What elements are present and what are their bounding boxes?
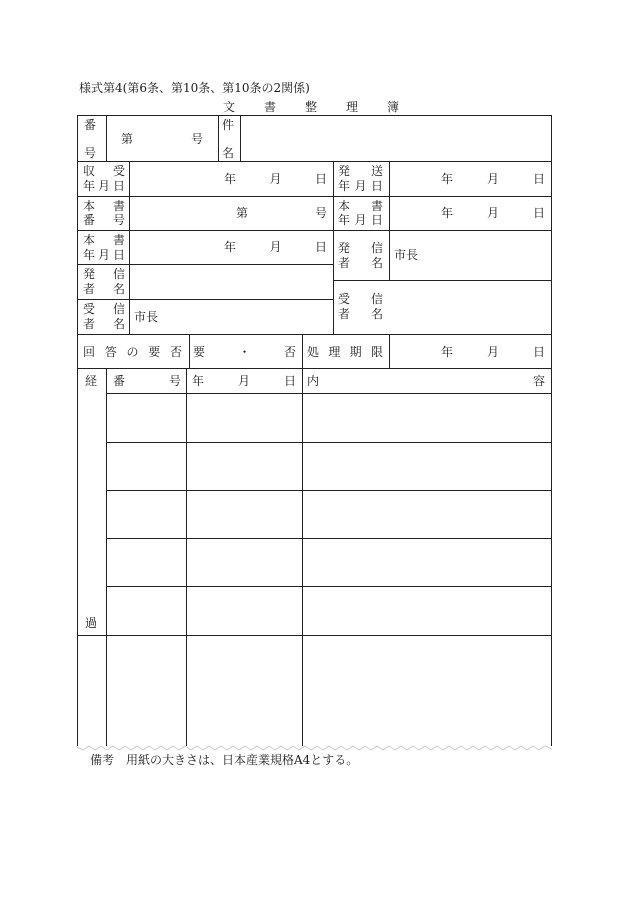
number-value-char: 第: [121, 132, 134, 146]
header-char: 容: [532, 374, 545, 388]
label-char: 期: [349, 345, 362, 359]
header-char: 番: [113, 374, 126, 388]
header-char: 年: [192, 374, 205, 388]
option-char: 要: [193, 345, 206, 359]
label-char: 月: [354, 179, 367, 193]
subject-label-top: 件: [222, 118, 235, 132]
sent-label-line1: [338, 164, 383, 178]
label-char: 受: [83, 302, 96, 316]
table-rule: [302, 334, 303, 368]
label-char: 者: [83, 282, 96, 296]
label-char: 限: [370, 345, 383, 359]
label-char: 発: [338, 241, 351, 255]
label-char: 受: [112, 164, 125, 178]
history-col-date: [192, 374, 296, 388]
option-char: ・: [238, 345, 251, 359]
table-rule: [129, 161, 130, 334]
label-char: 否: [169, 345, 182, 359]
label-char: 答: [104, 345, 117, 359]
table-rule: [302, 368, 303, 746]
label-char: 名: [370, 256, 383, 270]
form-number: 様式第4(第6条、第10条、第10条の2関係): [79, 81, 310, 95]
sender-label-right-line1: [338, 241, 383, 255]
header-char: 月: [237, 374, 250, 388]
label-char: 者: [338, 307, 351, 321]
label-char: 信: [370, 241, 383, 255]
table-rule: [106, 393, 552, 394]
date-char: 年: [224, 172, 237, 186]
label-char: 信: [112, 267, 125, 281]
label-char: 本: [83, 233, 96, 247]
number-label-bottom: 号: [84, 146, 97, 160]
number-value: [121, 132, 203, 146]
label-char: の: [126, 345, 139, 359]
label-char: 信: [370, 292, 383, 306]
table-rule: [218, 115, 219, 161]
footer-note: 備考 用紙の大きさは、日本産業規格A4とする。: [90, 753, 359, 767]
label-char: 本: [338, 199, 351, 213]
date-char: 年: [441, 172, 454, 186]
label-char: 者: [338, 256, 351, 270]
recipient-label-right-line1: [338, 292, 383, 306]
table-border: [551, 115, 552, 746]
label-char: 名: [112, 282, 125, 296]
reply-required-value: [193, 345, 296, 359]
history-label-top: 経: [85, 374, 98, 388]
table-rule: [77, 161, 552, 162]
table-rule: [106, 115, 107, 161]
header-char: 号: [168, 374, 181, 388]
number-value-char: 第: [236, 206, 249, 220]
table-rule: [106, 538, 552, 539]
table-rule: [77, 635, 552, 636]
sender-label-left-line1: [83, 267, 125, 281]
doc-date-value: [441, 206, 545, 220]
label-char: 年: [83, 179, 96, 193]
number-label-top: 番: [84, 118, 97, 132]
date-char: 日: [532, 345, 545, 359]
received-label-line2: [83, 179, 125, 193]
doc-date-label2-line2: [83, 248, 125, 262]
label-char: 日: [112, 179, 125, 193]
table-rule: [389, 334, 390, 368]
table-border: [77, 115, 552, 116]
recipient-value: 市長: [134, 310, 159, 324]
label-char: 本: [83, 199, 96, 213]
table-rule: [77, 299, 333, 300]
date-char: 日: [314, 240, 327, 254]
recipient-label-left-line1: [83, 302, 125, 316]
table-rule: [106, 442, 552, 443]
table-rule: [240, 115, 241, 161]
table-border: [77, 115, 78, 746]
label-char: 収: [83, 164, 96, 178]
label-char: 送: [370, 164, 383, 178]
date-char: 月: [486, 206, 499, 220]
title-char: 理: [345, 100, 358, 114]
label-char: 要: [148, 345, 161, 359]
label-char: 書: [370, 199, 383, 213]
header-char: 内: [307, 374, 320, 388]
label-char: 発: [83, 267, 96, 281]
label-char: 信: [112, 302, 125, 316]
label-char: 年: [338, 179, 351, 193]
label-char: 日: [370, 213, 383, 227]
table-rule: [106, 368, 107, 746]
table-rule: [106, 586, 552, 587]
label-char: 月: [354, 213, 367, 227]
label-char: 号: [112, 213, 125, 227]
label-char: 番: [83, 213, 96, 227]
label-char: 年: [338, 213, 351, 227]
date-char: 日: [314, 172, 327, 186]
table-rule: [77, 334, 552, 335]
title-char: 書: [263, 100, 276, 114]
table-rule: [77, 368, 552, 369]
sender-label-left-line2: [83, 282, 125, 296]
history-col-number: [113, 374, 181, 388]
deadline-value: [441, 345, 545, 359]
history-col-content: [307, 374, 545, 388]
table-rule: [77, 264, 333, 265]
header-char: 日: [283, 374, 296, 388]
title-char: 文: [223, 100, 236, 114]
title-char: 簿: [386, 100, 399, 114]
date-char: 年: [441, 206, 454, 220]
label-char: 受: [338, 292, 351, 306]
label-char: 書: [112, 233, 125, 247]
date-char: 日: [532, 206, 545, 220]
doc-date-label-line1: [338, 199, 383, 213]
label-char: 発: [338, 164, 351, 178]
sent-date: [441, 172, 545, 186]
doc-date-label2-line1: [83, 233, 125, 247]
recipient-label-right-line2: [338, 307, 383, 321]
date-char: 月: [486, 345, 499, 359]
title-char: 整: [304, 100, 317, 114]
received-date: [224, 172, 327, 186]
table-rule: [106, 490, 552, 491]
label-char: 日: [112, 248, 125, 262]
history-label-bottom: 過: [85, 616, 98, 630]
received-label-line1: [83, 164, 125, 178]
date-char: 年: [224, 240, 237, 254]
sender-value: 市長: [394, 248, 419, 262]
doc-number-value: [236, 206, 327, 220]
table-rule: [186, 368, 187, 746]
date-char: 月: [269, 240, 282, 254]
sender-label-right-line2: [338, 256, 383, 270]
label-char: 年: [83, 248, 96, 262]
date-char: 月: [486, 172, 499, 186]
recipient-label-left-line2: [83, 317, 125, 331]
label-char: 者: [83, 317, 96, 331]
table-rule: [389, 230, 390, 280]
torn-edge: [77, 744, 552, 752]
doc-date-value2: [224, 240, 327, 254]
table-rule: [77, 230, 552, 231]
label-char: 日: [370, 179, 383, 193]
doc-number-label-line2: [83, 213, 125, 227]
date-char: 年: [441, 345, 454, 359]
date-char: 日: [532, 172, 545, 186]
table-rule: [189, 334, 190, 368]
label-char: 名: [370, 307, 383, 321]
doc-number-label-line1: [83, 199, 125, 213]
table-rule: [77, 196, 552, 197]
doc-date-label-line2: [338, 213, 383, 227]
label-char: 処: [307, 345, 320, 359]
label-char: 理: [328, 345, 341, 359]
table-rule: [333, 161, 334, 334]
number-value-char: 号: [190, 132, 203, 146]
table-rule: [333, 280, 552, 281]
label-char: 月: [97, 248, 110, 262]
date-char: 月: [269, 172, 282, 186]
form-title: [223, 100, 399, 114]
deadline-label: [307, 345, 383, 359]
reply-required-label: [83, 345, 182, 359]
label-char: 月: [97, 179, 110, 193]
option-char: 否: [283, 345, 296, 359]
sent-label-line2: [338, 179, 383, 193]
number-value-char: 号: [314, 206, 327, 220]
table-rule: [389, 161, 390, 230]
label-char: 書: [112, 199, 125, 213]
label-char: 回: [83, 345, 96, 359]
label-char: 名: [112, 317, 125, 331]
subject-label-bottom: 名: [222, 146, 235, 160]
